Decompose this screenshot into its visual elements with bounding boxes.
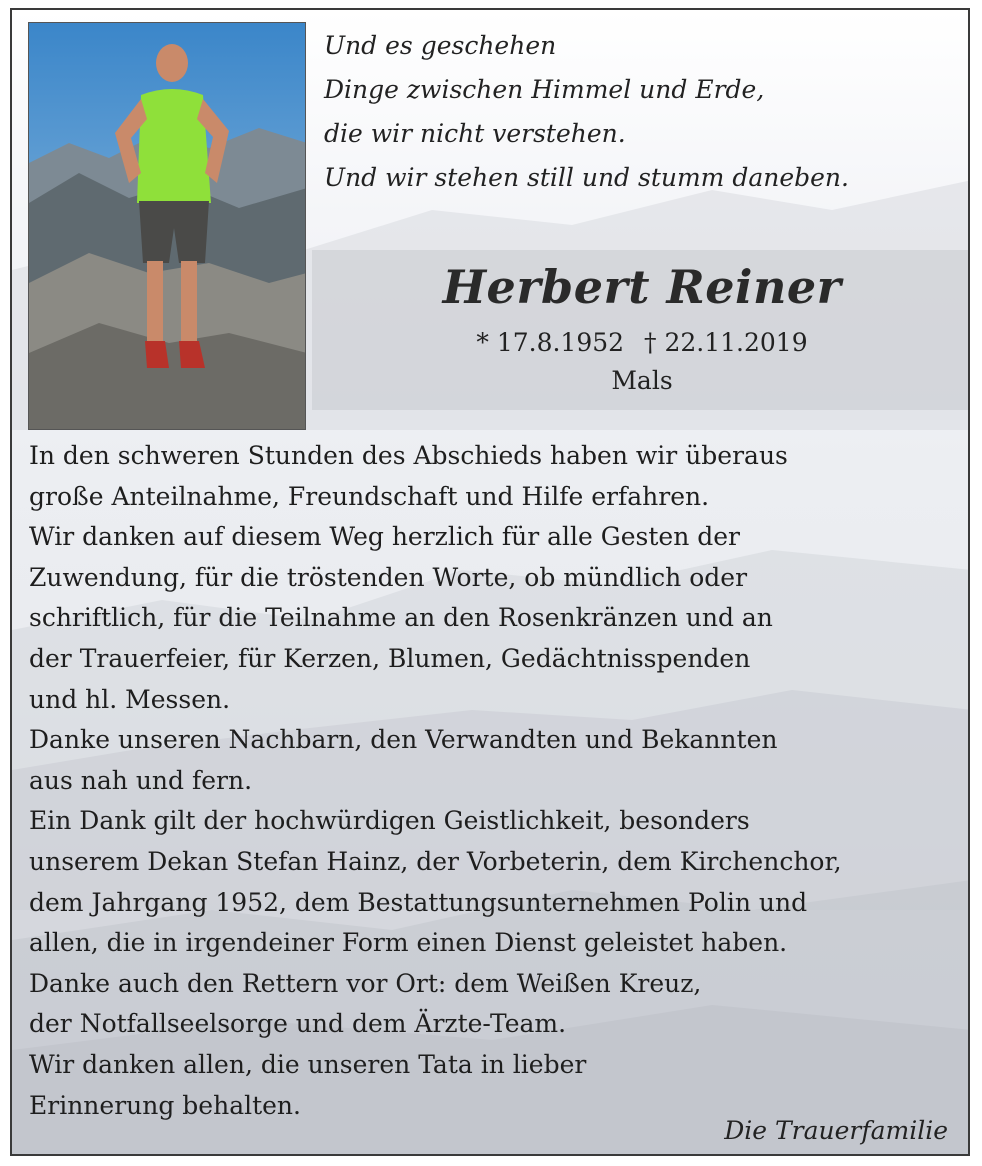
text-line: Wir danken allen, die unseren Tata in lieber bbox=[29, 1049, 587, 1079]
deceased-name: Herbert Reiner bbox=[442, 260, 842, 314]
poem-line: Und wir stehen still und stumm daneben. bbox=[324, 163, 849, 192]
text-line: Danke unseren Nachbarn, den Verwandten und Bekannten bbox=[29, 725, 778, 755]
poem-line: die wir nicht verstehen. bbox=[324, 119, 626, 148]
death-date: † 22.11.2019 bbox=[644, 328, 808, 357]
text-line: Ein Dank gilt der hochwürdigen Geistlichkeit, besonders bbox=[29, 806, 750, 836]
poem bbox=[324, 24, 944, 200]
text-line: und hl. Messen. bbox=[29, 684, 231, 714]
text-line: schriftlich, für die Teilnahme an den Rosenkränzen und an bbox=[29, 603, 773, 633]
text-line: Zuwendung, für die tröstenden Worte, ob mündlich oder bbox=[29, 562, 748, 592]
place-name: Mals bbox=[611, 366, 673, 395]
obituary-card bbox=[10, 8, 970, 1156]
signature: Die Trauerfamilie bbox=[724, 1116, 948, 1145]
portrait-photo bbox=[28, 22, 306, 430]
text-line: unserem Dekan Stefan Hainz, der Vorbeterin, dem Kirchenchor, bbox=[29, 846, 842, 876]
thanks-text bbox=[29, 436, 959, 1126]
text-line: dem Jahrgang 1952, dem Bestattungsunternehmen Polin und bbox=[29, 887, 808, 917]
text-line: große Anteilnahme, Freundschaft und Hilfe erfahren. bbox=[29, 481, 710, 511]
text-line: Erinnerung behalten. bbox=[29, 1090, 301, 1120]
text-line: der Trauerfeier, für Kerzen, Blumen, Gedächtnisspenden bbox=[29, 643, 751, 673]
text-line: Danke auch den Rettern vor Ort: dem Weißen Kreuz, bbox=[29, 968, 702, 998]
text-line: der Notfallseelsorge und dem Ärzte-Team. bbox=[29, 1009, 567, 1039]
text-line: allen, die in irgendeiner Form einen Dienst geleistet haben. bbox=[29, 928, 788, 958]
text-line: Wir danken auf diesem Weg herzlich für alle Gesten der bbox=[29, 522, 741, 552]
birth-date: * 17.8.1952 bbox=[476, 328, 625, 357]
life-dates bbox=[392, 328, 892, 357]
text-line: aus nah und fern. bbox=[29, 765, 253, 795]
poem-line: Dinge zwischen Himmel und Erde, bbox=[324, 75, 765, 104]
poem-line: Und es geschehen bbox=[324, 31, 557, 60]
text-line: In den schweren Stunden des Abschieds haben wir überaus bbox=[29, 441, 788, 470]
